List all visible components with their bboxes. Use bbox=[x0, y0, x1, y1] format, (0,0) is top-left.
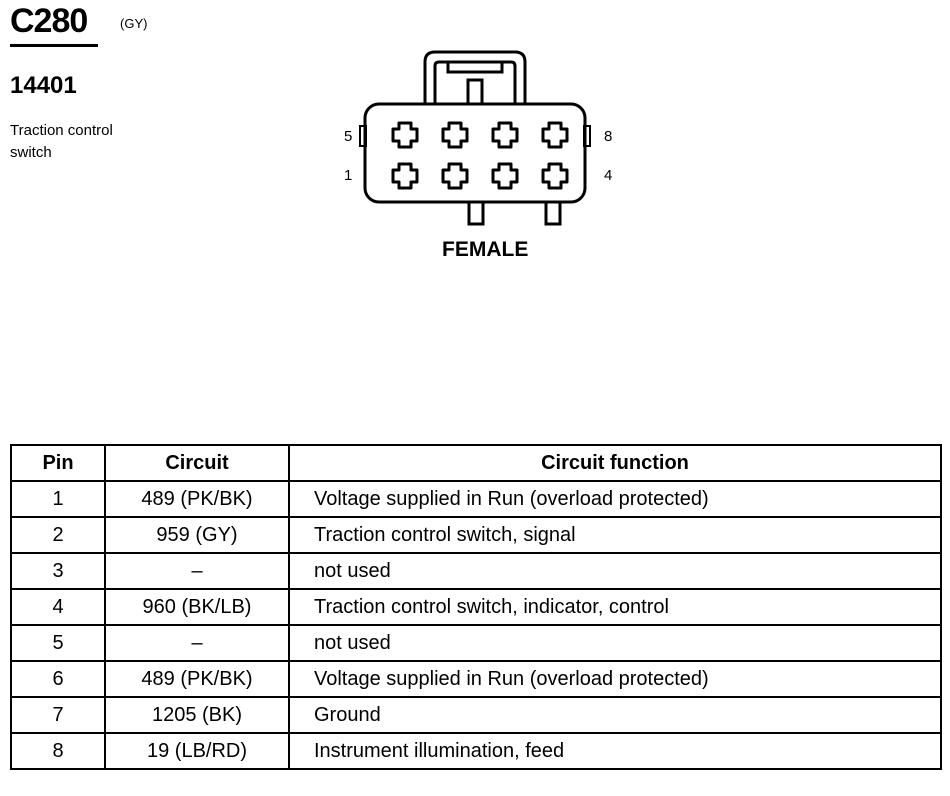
connector-id: C280 bbox=[10, 2, 88, 40]
pin-cavity bbox=[393, 164, 417, 188]
pin-label-top-right: 8 bbox=[604, 128, 613, 145]
pin-cell: 3 bbox=[11, 553, 105, 589]
table-row bbox=[11, 589, 941, 625]
function-cell: Voltage supplied in Run (overload protected) bbox=[289, 481, 941, 517]
pin-cavity bbox=[443, 123, 467, 147]
circuit-cell: 19 (LB/RD) bbox=[105, 733, 289, 769]
pin-cell: 6 bbox=[11, 661, 105, 697]
pin-cell: 1 bbox=[11, 481, 105, 517]
circuit-cell: 1205 (BK) bbox=[105, 697, 289, 733]
pin-cell: 4 bbox=[11, 589, 105, 625]
connector-rib-left bbox=[360, 126, 366, 146]
gender-label: FEMALE bbox=[442, 238, 529, 261]
function-cell: Traction control switch, signal bbox=[289, 517, 941, 553]
table-row bbox=[11, 625, 941, 661]
connector-id-underline bbox=[10, 44, 98, 47]
circuit-cell: 959 (GY) bbox=[105, 517, 289, 553]
function-cell: not used bbox=[289, 553, 941, 589]
connector-latch bbox=[425, 52, 525, 104]
pin-cell: 5 bbox=[11, 625, 105, 661]
component-name-line-1: Traction control bbox=[10, 122, 113, 139]
pin-cavity bbox=[493, 164, 517, 188]
part-number: 14401 bbox=[10, 72, 77, 99]
header-circuit-function: Circuit function bbox=[289, 445, 941, 481]
connector-face-diagram bbox=[330, 40, 630, 270]
component-name bbox=[10, 120, 170, 164]
circuit-cell: – bbox=[105, 625, 289, 661]
connector-peg-right bbox=[546, 202, 560, 224]
pin-cavity bbox=[393, 123, 417, 147]
circuit-cell: – bbox=[105, 553, 289, 589]
pin-label-bottom-right: 4 bbox=[604, 167, 613, 184]
pin-table bbox=[10, 444, 942, 770]
table-row bbox=[11, 697, 941, 733]
pin-cavity bbox=[543, 123, 567, 147]
pin-label-top-left: 5 bbox=[344, 128, 353, 145]
table-row bbox=[11, 517, 941, 553]
table-row bbox=[11, 481, 941, 517]
circuit-cell: 489 (PK/BK) bbox=[105, 481, 289, 517]
circuit-cell: 960 (BK/LB) bbox=[105, 589, 289, 625]
pin-label-bottom-left: 1 bbox=[344, 167, 353, 184]
pin-cell: 2 bbox=[11, 517, 105, 553]
pin-cavity bbox=[493, 123, 517, 147]
function-cell: Ground bbox=[289, 697, 941, 733]
function-cell: Instrument illumination, feed bbox=[289, 733, 941, 769]
function-cell: Traction control switch, indicator, control bbox=[289, 589, 941, 625]
pin-cavity bbox=[443, 164, 467, 188]
function-cell: not used bbox=[289, 625, 941, 661]
function-cell: Voltage supplied in Run (overload protected) bbox=[289, 661, 941, 697]
component-name-line-2: switch bbox=[10, 144, 52, 161]
table-row bbox=[11, 661, 941, 697]
pin-cell: 8 bbox=[11, 733, 105, 769]
table-row bbox=[11, 553, 941, 589]
table-row bbox=[11, 733, 941, 769]
connector-color-code: (GY) bbox=[120, 16, 148, 31]
pin-cell: 7 bbox=[11, 697, 105, 733]
header-circuit: Circuit bbox=[105, 445, 289, 481]
table-header-row bbox=[11, 445, 941, 481]
connector-peg-left bbox=[469, 202, 483, 224]
pin-cavity bbox=[543, 164, 567, 188]
connector-rib-right bbox=[584, 126, 590, 146]
circuit-cell: 489 (PK/BK) bbox=[105, 661, 289, 697]
header-pin: Pin bbox=[11, 445, 105, 481]
